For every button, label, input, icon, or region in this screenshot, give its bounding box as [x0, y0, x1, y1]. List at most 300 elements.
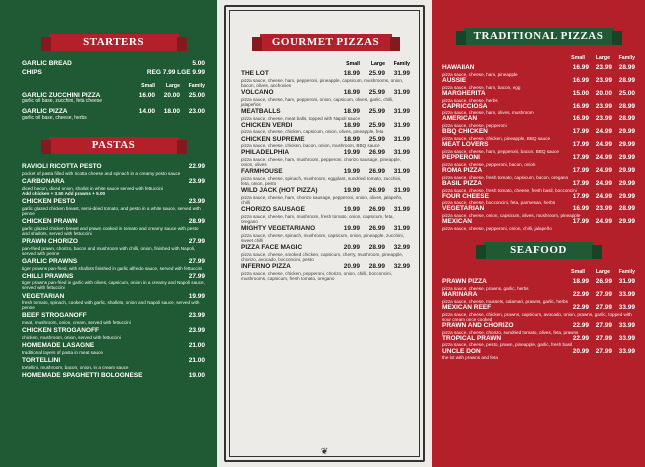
item-name: CHICKEN SUPREME — [241, 135, 305, 143]
menu-item — [22, 328, 205, 340]
item-row — [442, 142, 635, 149]
menu-item — [442, 349, 635, 361]
item-price: 17.99 — [572, 179, 589, 187]
item-price: 31.99 — [393, 107, 410, 115]
item-price: 33.99 — [618, 321, 635, 329]
item-price: 25.00 — [618, 89, 635, 97]
item-prices — [571, 305, 635, 312]
middle-column — [217, 0, 432, 467]
item-name: AUSSIE — [442, 76, 467, 84]
item-name: HOMEMADE SPAGHETTI BOLOGNESE — [22, 371, 143, 379]
menu-item — [22, 219, 205, 236]
item-price: 33.99 — [618, 347, 635, 355]
item-price: 28.99 — [368, 262, 385, 270]
menu-item — [442, 194, 635, 206]
pastas-banner: PASTAS — [49, 137, 179, 154]
item-row — [241, 71, 410, 78]
item-price: 17.99 — [572, 141, 589, 149]
item-price: 31.99 — [393, 149, 410, 157]
item-price: 23.99 — [595, 64, 612, 71]
item-description: pizza sauce, cheese, spinach, mushroom, capsicum, onion, pineapple, zucchini, sweet chilli — [241, 232, 404, 243]
item-price: 25.00 — [188, 91, 205, 99]
item-row — [442, 279, 635, 286]
item-price: 33.99 — [618, 303, 635, 311]
item-price: 29.99 — [618, 128, 635, 136]
item-name: MARINARA — [442, 291, 478, 299]
item-price: 20.00 — [595, 89, 612, 97]
item-price: 18.99 — [343, 135, 360, 143]
item-description: pizza sauce, cheese, chorizo, sundried tomato, olives, feta, prawns — [442, 329, 579, 335]
item-description: pizza sauce, cheese, chicken, prawns, capsicum, avocado, onion, prawns, garlic, topped with sour cream once cooked — [442, 311, 632, 322]
item-description: pizza sauce, cheese, meat balls, topped with Napoli sauce — [241, 115, 360, 121]
item-price: 5.00 — [192, 60, 205, 67]
item-price: 23.99 — [595, 115, 612, 123]
item-row — [241, 137, 410, 144]
item-price: 16.99 — [572, 205, 589, 213]
item-price: 26.99 — [368, 149, 385, 157]
item-price: 25.99 — [368, 70, 385, 77]
item-price: 16.00 — [138, 91, 155, 99]
item-name: PRAWN AND CHORIZO — [442, 321, 514, 329]
size-label: Large — [595, 269, 610, 276]
item-description: pizza sauce, cheese, pepperoni, onion, chilli, jalapeño — [442, 226, 552, 232]
item-name: VEGETARIAN — [22, 292, 65, 300]
seafood-banner: SEAFOOD — [484, 242, 594, 259]
item-prices — [571, 279, 635, 286]
menu-item — [241, 90, 410, 107]
item-price: 25.99 — [368, 107, 385, 115]
item-price: 25.99 — [368, 121, 385, 129]
item-row — [442, 168, 635, 175]
size-label: Family — [393, 61, 410, 67]
item-price: 19.99 — [343, 206, 360, 214]
item-row — [22, 239, 205, 246]
item-row — [241, 245, 410, 252]
item-price: 23.99 — [595, 102, 612, 110]
item-description: pizza sauce, cheese, herbs — [442, 97, 498, 103]
menu-item — [442, 91, 635, 103]
menu-item — [442, 181, 635, 193]
item-price: 29.99 — [618, 154, 635, 162]
item-prices — [340, 169, 410, 176]
starters-size-header — [22, 83, 205, 89]
size-label: Large — [165, 82, 180, 89]
item-name: CARBONARA — [22, 178, 65, 186]
item-name: RAVIOLI RICOTTA PESTO — [22, 163, 102, 171]
item-name: INFERNO PIZZA — [241, 262, 291, 270]
menu-item — [22, 373, 205, 380]
menu-item — [22, 164, 205, 176]
item-row — [442, 129, 635, 136]
menu-item — [22, 61, 205, 68]
item-description: pizza sauce, cheese, chicken, capsicum, onion, olives, pineapple, feta — [241, 129, 384, 135]
item-price: 14.00 — [138, 107, 155, 115]
item-price: 29.99 — [618, 218, 635, 226]
item-price: REG 7.99 LGE 9.99 — [146, 68, 205, 76]
gourmet-banner: GOURMET PIZZAS — [260, 34, 392, 51]
left-column — [0, 0, 217, 467]
item-prices — [340, 264, 410, 271]
menu-item — [442, 129, 635, 141]
item-row — [22, 219, 205, 226]
item-prices — [571, 142, 635, 149]
item-price: 17.99 — [572, 218, 589, 226]
item-price: 20.00 — [163, 91, 180, 99]
menu-item — [442, 116, 635, 128]
item-row — [22, 199, 205, 206]
menu-item — [442, 155, 635, 167]
item-description: the lot with prawns and feta — [442, 355, 498, 361]
menu-item — [442, 323, 635, 335]
item-price: 28.99 — [618, 205, 635, 213]
item-prices — [571, 65, 635, 72]
menu-item — [241, 264, 410, 281]
item-row — [241, 207, 410, 214]
menu-item — [22, 239, 205, 256]
item-row — [442, 336, 635, 343]
item-row — [442, 181, 635, 188]
item-price: 23.99 — [188, 327, 205, 335]
item-price: 29.99 — [618, 179, 635, 187]
item-price: 29.99 — [618, 166, 635, 174]
menu-item — [241, 226, 410, 243]
item-row — [241, 264, 410, 271]
item-name: BASIL PIZZA — [442, 179, 482, 187]
item-row — [442, 91, 635, 98]
item-description: pizza sauce, cheese, spinach, mushroom, eggplant, sundried tomato, zucchini, feta, onion, pesto — [241, 176, 402, 187]
item-prices — [135, 109, 205, 116]
item-price: 15.00 — [572, 89, 589, 97]
item-row — [442, 116, 635, 123]
item-price: 28.99 — [618, 115, 635, 123]
item-prices — [340, 207, 410, 214]
item-price: 28.99 — [618, 102, 635, 110]
item-description: pizza sauce, cheese, fresh tomato, capsicum, bacon, oregano — [442, 174, 569, 180]
item-price: 31.99 — [393, 206, 410, 214]
item-name: MEATBALLS — [241, 107, 281, 115]
item-name: HOMEMADE LASAGNE — [22, 342, 95, 350]
item-price: 17.99 — [572, 154, 589, 162]
size-label: Large — [595, 55, 610, 61]
item-description: diced bacon, diced onion, shallot in white sauce served with fettuccini — [22, 185, 163, 191]
item-row — [442, 65, 635, 72]
item-row — [442, 78, 635, 85]
item-price: 24.99 — [595, 179, 612, 187]
item-price: 19.99 — [188, 292, 205, 300]
item-name: CHIPS — [22, 68, 42, 76]
item-name: CHICKEN PRAWN — [22, 217, 78, 225]
item-price: 18.99 — [572, 278, 589, 286]
item-description: fresh tomato, spinach, cooked with garlic, shallots, onion and Napoli sauce, served with penne — [22, 300, 200, 311]
item-price: 32.99 — [393, 243, 410, 251]
item-price: 21.00 — [188, 342, 205, 350]
item-price: 23.99 — [188, 198, 205, 206]
item-description: pan-fried prawn, chorizo, bacon and mushroom with chilli, onion, finished with Napoli, served with penne — [22, 245, 196, 256]
item-name: GARLIC ZUCCHINI PIZZA — [22, 91, 101, 99]
item-name: PRAWN CHORIZO — [22, 237, 78, 245]
item-price: 19.99 — [343, 149, 360, 157]
item-row — [442, 349, 635, 356]
item-prices — [340, 150, 410, 157]
item-price: 22.99 — [572, 334, 589, 342]
item-prices — [340, 71, 410, 78]
item-prices — [571, 194, 635, 201]
item-price: 23.99 — [188, 312, 205, 320]
item-row — [22, 373, 205, 380]
item-name: ROMA PIZZA — [442, 166, 483, 174]
menu-item — [22, 179, 205, 196]
item-prices — [571, 219, 635, 226]
item-price: 19.99 — [343, 225, 360, 233]
item-name: PIZZA FACE MAGIC — [241, 243, 303, 251]
item-description: pizza sauce, cheese, prawns, garlic, herbs — [442, 285, 529, 291]
menu-item — [22, 358, 205, 370]
menu-item — [241, 207, 410, 224]
item-price: 27.99 — [595, 347, 612, 355]
item-prices — [571, 349, 635, 356]
menu-item — [22, 199, 205, 216]
item-prices — [571, 78, 635, 85]
menu-item — [241, 245, 410, 262]
gourmet-size-header — [241, 61, 410, 67]
item-price: 22.99 — [572, 291, 589, 299]
item-name: MARGHERITA — [442, 89, 486, 97]
item-price: 28.99 — [188, 217, 205, 225]
item-description: pizza sauce, cheese, pepperoni, bacon, onion — [442, 161, 536, 167]
item-name: GARLIC PRAWNS — [22, 257, 78, 265]
item-price: 18.99 — [343, 107, 360, 115]
item-prices — [571, 155, 635, 162]
item-prices — [571, 292, 635, 299]
item-price: 20.99 — [343, 262, 360, 270]
item-price: 19.99 — [343, 168, 360, 176]
ornament-icon: ❦ — [320, 446, 329, 456]
item-name: CAPRICCIOSA — [442, 102, 488, 110]
item-price: 17.99 — [572, 128, 589, 136]
item-name: BEEF STROGANOFF — [22, 312, 87, 320]
menu-item — [442, 168, 635, 180]
item-price: 33.99 — [618, 334, 635, 342]
item-row — [241, 109, 410, 116]
item-name: TORTELLINI — [22, 356, 61, 364]
item-row — [22, 274, 205, 281]
item-price: 25.99 — [368, 88, 385, 96]
item-description: pizza sauce, cheese, ham, pepperoni, pineapple, capsicum, mushrooms, onion, bacon, olives, anchovies — [241, 77, 404, 88]
item-description: tiger prawns pan-fried, with shallots finished in garlic alfredo sauce, served with fettuccini — [22, 265, 203, 271]
item-price: 17.99 — [572, 192, 589, 200]
item-price: 16.99 — [572, 102, 589, 110]
item-prices — [340, 226, 410, 233]
item-row — [442, 104, 635, 111]
item-name: HAWAIIAN — [442, 64, 475, 71]
menu-item — [22, 313, 205, 325]
item-prices — [571, 91, 635, 98]
item-description: pizza sauce, cheese, bocconcini, feta, parmesan, herbs — [442, 200, 556, 206]
starters-plain-list — [22, 61, 205, 77]
item-price: 28.99 — [368, 243, 385, 251]
item-price: 23.99 — [595, 205, 612, 213]
item-row — [241, 226, 410, 233]
item-row — [442, 194, 635, 201]
seafood-size-header — [442, 269, 635, 275]
item-price: 27.99 — [188, 237, 205, 245]
item-name: CHICKEN VERDI — [241, 121, 293, 129]
item-price: 18.00 — [163, 107, 180, 115]
item-name: CHICKEN STROGANOFF — [22, 327, 99, 335]
menu-item — [442, 305, 635, 322]
item-price: 24.99 — [595, 141, 612, 149]
item-prices — [340, 245, 410, 252]
item-description: tiger prawns pan-fried in garlic with olives, capsicum, onion in a creamy and Napoli sauce, served with fettuccini — [22, 280, 205, 291]
menu-item — [22, 294, 205, 311]
item-description: pizza sauce, cheese, pepperoni — [442, 123, 507, 129]
item-price: 25.99 — [368, 135, 385, 143]
item-prices — [571, 323, 635, 330]
item-price: 23.00 — [188, 107, 205, 115]
item-description: tortellini, mushroom, bacon, onion, in a cream sauce — [22, 364, 129, 370]
item-row — [22, 313, 205, 320]
item-prices — [571, 104, 635, 111]
item-price: 24.99 — [595, 154, 612, 162]
item-description: garlic oil base, cheese, herbs — [22, 114, 87, 121]
item-name: MIGHTY VEGETARIANO — [241, 225, 316, 233]
item-name: GARLIC BREAD — [22, 60, 72, 67]
menu-item — [442, 65, 635, 77]
item-row — [22, 343, 205, 350]
item-price: 31.99 — [393, 70, 410, 77]
size-label: Large — [370, 61, 385, 67]
size-label: Small — [346, 61, 360, 67]
item-name: VOLCANO — [241, 88, 274, 96]
starters-sized-list — [22, 93, 205, 122]
menu-item — [442, 206, 635, 218]
item-price: 27.99 — [188, 272, 205, 280]
item-description: pizza sauce, cheese, pesto, prawn, pineapple, garlic, fresh basil — [442, 342, 572, 348]
item-row — [241, 123, 410, 130]
item-row — [22, 294, 205, 301]
item-price: 16.99 — [572, 115, 589, 123]
item-description: pizza sauce, cheese, chicken, pineapple, BBQ sauce — [442, 136, 551, 142]
item-description: garlic glazed chicken breast, semi-dried tomato, and pesto in a white sauce, served with penne — [22, 205, 201, 216]
item-price: 31.99 — [393, 121, 410, 129]
item-price: 27.99 — [595, 303, 612, 311]
item-row — [442, 292, 635, 299]
item-name: WILD JACK (HOT PIZZA) — [241, 187, 318, 195]
item-price: 31.99 — [393, 135, 410, 143]
item-prices — [340, 90, 410, 97]
item-price: 21.00 — [188, 356, 205, 364]
item-prices — [340, 109, 410, 116]
item-description: pizza sauce, cheese, ham, chorizo sausage, pepperoni, onion, olives, jalapeño, chilli — [241, 195, 403, 206]
item-row — [442, 155, 635, 162]
menu-item — [241, 150, 410, 167]
item-description: pizza sauce, cheese, mussels, calamari, prawns, garlic, herbs — [442, 298, 568, 304]
item-prices — [571, 336, 635, 343]
item-description: pocket of pasta filled with ricotta cheese and spinach in a creamy pesto sauce — [22, 171, 181, 177]
item-price: 26.99 — [368, 168, 385, 176]
menu-item — [241, 169, 410, 186]
item-description: pizza sauce, cheese, ham, pepperoni, onion, capsicum, olives, garlic, chilli, jalapeños — [241, 96, 394, 107]
item-price: 28.99 — [618, 64, 635, 71]
item-description: pizza sauce, cheese, chicken, pepperoni, chorizo, onion, chilli, bocconcini, mushrooms, capsicum, fresh tomato, oregano — [241, 270, 392, 281]
menu-item — [241, 109, 410, 121]
seafood-list — [442, 279, 635, 360]
item-price: 26.99 — [368, 187, 385, 195]
item-description: pizza sauce, cheese, ham, pepperoni, bacon, BBQ sauce — [442, 148, 559, 154]
item-row — [22, 358, 205, 365]
size-label: Family — [618, 55, 635, 61]
item-prices — [135, 93, 205, 100]
menu-item — [22, 343, 205, 355]
item-name: GARLIC PIZZA — [22, 107, 68, 115]
item-price: 19.99 — [343, 187, 360, 195]
pastas-list — [22, 164, 205, 379]
menu-item — [241, 188, 410, 205]
menu-item — [22, 274, 205, 291]
menu-item — [241, 71, 410, 88]
item-price: 24.99 — [595, 128, 612, 136]
size-label: Small — [141, 82, 155, 89]
item-price: 27.99 — [188, 257, 205, 265]
item-price: 16.99 — [572, 76, 589, 84]
item-description: pizza sauce, cheese, ham, bacon, egg — [442, 84, 521, 90]
item-price: 24.99 — [595, 192, 612, 200]
item-row — [241, 169, 410, 176]
item-row — [241, 90, 410, 97]
item-price: 27.99 — [595, 291, 612, 299]
item-description: pizza sauce, cheese, chicken, bacon, onion, mushroom, BBQ sauce — [241, 143, 380, 149]
item-price: 24.99 — [595, 166, 612, 174]
item-row — [442, 219, 635, 226]
item-row — [22, 164, 205, 171]
menu-item — [22, 109, 205, 121]
item-price: 28.99 — [618, 76, 635, 84]
menu-item — [442, 336, 635, 348]
menu-item — [442, 292, 635, 304]
item-row — [22, 179, 205, 186]
item-name: CHORIZO SAUSAGE — [241, 206, 305, 214]
item-name: BBQ CHICKEN — [442, 128, 488, 136]
item-name: FOUR CHEESE — [442, 192, 489, 200]
item-name: CHICKEN PESTO — [22, 198, 76, 206]
item-description: traditional layers of pasta in meat sauce — [22, 349, 103, 355]
menu-item — [22, 259, 205, 271]
size-label: Family — [188, 82, 205, 89]
item-price: 31.99 — [393, 168, 410, 176]
size-label: Family — [618, 269, 635, 276]
item-price: 16.99 — [572, 64, 589, 71]
right-column — [432, 0, 645, 467]
item-description: meat, mushroom, onion, cream, served with fettuccini — [22, 320, 131, 326]
item-description: pizza sauce, cheese, smoked chicken, capsicum, cherry, mushroom, pineapple, chorizo, avocado, bocconcini, pesto — [241, 251, 404, 262]
item-price: 18.99 — [343, 121, 360, 129]
item-name: PEPPERONI — [442, 154, 480, 162]
item-price: 27.99 — [595, 334, 612, 342]
item-name: MEXICAN — [442, 218, 472, 226]
item-price: 27.99 — [595, 321, 612, 329]
item-prices — [340, 137, 410, 144]
item-prices — [340, 188, 410, 195]
item-extra: Add chicken + 3.50 Add prawns + 5.00 — [22, 190, 106, 196]
item-price: 29.99 — [618, 192, 635, 200]
item-name: CHILLI PRAWNS — [22, 272, 74, 280]
item-row — [22, 328, 205, 335]
item-row — [442, 323, 635, 330]
item-price: 26.99 — [368, 206, 385, 214]
item-price: 19.00 — [188, 371, 205, 379]
item-description: pizza sauce, cheese, onion, capsicum, olives, mushroom, pineapple — [442, 213, 581, 219]
item-name: VEGETARIAN — [442, 205, 485, 213]
